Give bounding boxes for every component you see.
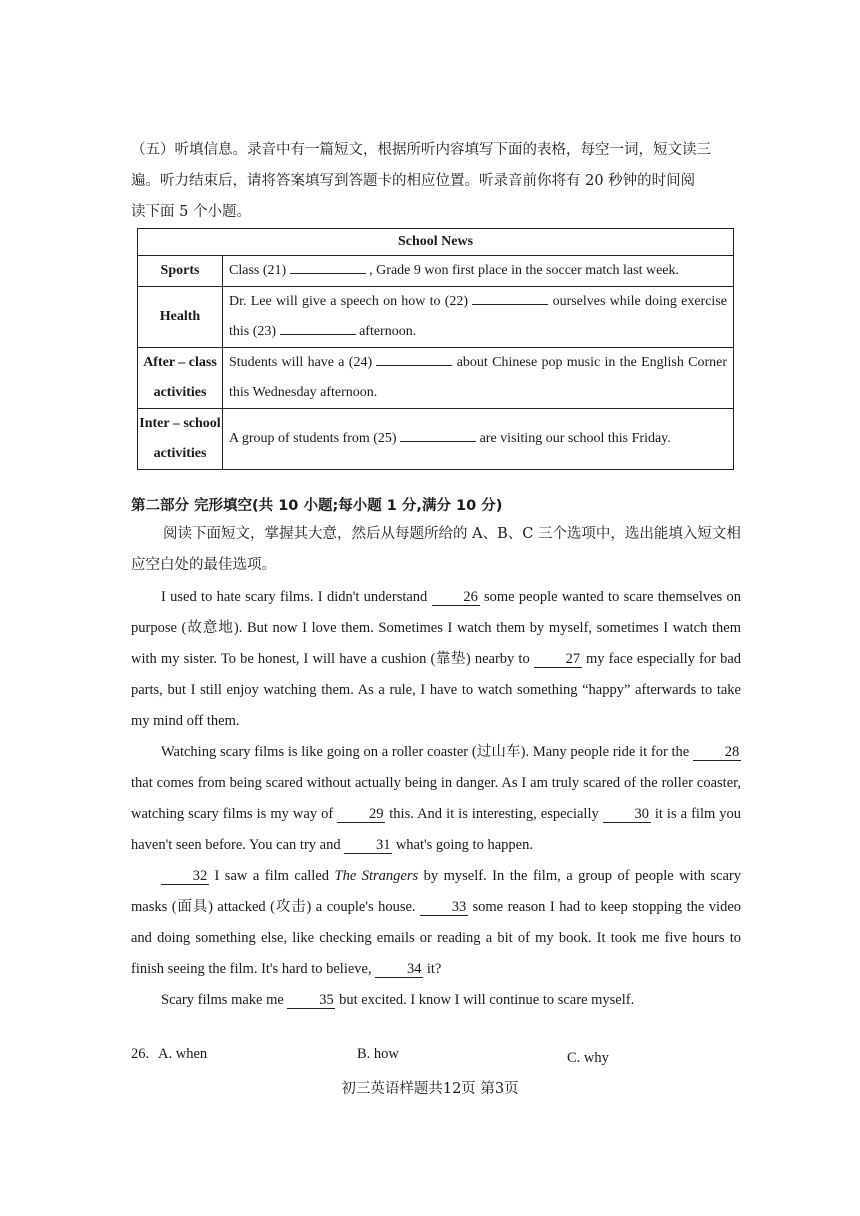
- text-segment: A group of students from (25): [229, 431, 397, 446]
- table-row: [138, 287, 734, 348]
- instruction-line: （五）听填信息。录音中有一篇短文，根据所听内容填写下面的表格，每空一词，短文读三: [131, 142, 711, 158]
- blank-28[interactable]: 28: [693, 744, 741, 761]
- paragraph: [131, 985, 741, 1016]
- table-header: School News: [138, 229, 734, 256]
- answer-blank-22[interactable]: [472, 290, 548, 305]
- text-segment: but excited. I know I will continue to scare myself.: [339, 992, 635, 1008]
- text-segment: I used to hate scary films. I didn't understand: [161, 589, 428, 605]
- instruction-line: 遍。听力结束后，请将答案填写到答题卡的相应位置。听录音前你将有 20 秒钟的时间阅: [131, 173, 696, 189]
- school-news-table: [137, 228, 734, 470]
- text-segment: what's going to happen.: [395, 837, 533, 853]
- text-segment: Students will have a (24): [229, 355, 373, 370]
- cloze-passage: [131, 582, 741, 1016]
- text-segment: , Grade 9 won first place in the soccer match last week.: [369, 263, 679, 278]
- answer-blank-23[interactable]: [280, 320, 356, 335]
- text-segment: Watching scary films is like going on a roller coaster (过山车). Many people ride it for the: [161, 744, 690, 760]
- answer-blank-21[interactable]: [290, 259, 366, 274]
- row-category: [138, 409, 223, 470]
- answer-blank-24[interactable]: [376, 351, 452, 366]
- blank-27[interactable]: 27: [534, 651, 582, 668]
- instruction-text: 阅读下面短文，掌握其大意，然后从每题所给的 A、B、C 三个选项中，选出能填入短文相应空白处的最佳选项。: [131, 526, 741, 573]
- blank-34[interactable]: 34: [375, 961, 423, 978]
- text-segment: Dr. Lee will give a speech on how to (22): [229, 294, 469, 309]
- listening-instructions: [131, 135, 743, 228]
- page-footer: 初三英语样题共12页 第3页: [341, 1081, 519, 1097]
- text-segment: by myself. In the film, a group of people with scary masks (面具) attacked (攻击) a couple's house.: [131, 868, 741, 915]
- paragraph: [131, 737, 741, 861]
- blank-32[interactable]: 32: [161, 868, 209, 885]
- text-segment: afternoon.: [359, 324, 417, 339]
- table-row: [138, 256, 734, 287]
- text-segment: some reason I had to keep stopping the video and doing something else, like checking emails or reading a bit of my book. It took me five hours to finish seeing the film. It's hard to believe,: [131, 899, 742, 977]
- category-line: After – class: [143, 355, 217, 370]
- blank-29[interactable]: 29: [337, 806, 385, 823]
- instruction-line: 读下面 5 个小题。: [131, 204, 251, 220]
- question-number: 26.: [131, 1046, 150, 1062]
- blank-33[interactable]: 33: [420, 899, 468, 916]
- option-c[interactable]: C. why: [567, 1050, 609, 1066]
- blank-30[interactable]: 30: [603, 806, 651, 823]
- table-row: [138, 409, 734, 470]
- text-segment: ourselves while doing exercise this (23): [229, 294, 727, 339]
- text-segment: some people wanted to scare themselves on purpose (故意地). But now I love them. Sometimes I watch them by myself, sometimes I watch them with my sister. To be honest, I will have a cushion (靠垫) nearby to: [131, 589, 742, 667]
- text-segment: that comes from being scared without actually being in danger. As I am truly scared of the roller coaster, watching scary films is my way of: [131, 775, 741, 822]
- answer-blank-25[interactable]: [400, 427, 476, 442]
- row-text: [223, 287, 734, 348]
- text-segment: about Chinese pop music in the English Corner this Wednesday afternoon.: [229, 355, 728, 400]
- text-segment: it?: [426, 961, 442, 977]
- paragraph: [131, 861, 741, 985]
- text-segment: I saw a film called: [214, 868, 330, 884]
- table-row: [138, 348, 734, 409]
- row-category: [138, 348, 223, 409]
- category-line: Inter – school: [139, 416, 221, 431]
- text-segment: it is a film you haven't seen before. You can try and: [131, 806, 742, 853]
- paragraph: [131, 582, 741, 737]
- text-segment: are visiting our school this Friday.: [479, 431, 671, 446]
- row-category: Health: [138, 287, 223, 348]
- blank-26[interactable]: 26: [432, 589, 480, 606]
- cloze-instructions: [131, 519, 743, 581]
- text-segment: my face especially for bad parts, but I still enjoy watching them. As a rule, I have to watch something “happy” afterwards to take my mind off them.: [131, 651, 742, 729]
- row-text: [223, 409, 734, 470]
- category-line: activities: [153, 385, 207, 400]
- row-category: Sports: [138, 256, 223, 287]
- text-segment: this. And it is interesting, especially: [389, 806, 599, 822]
- row-text: [223, 348, 734, 409]
- film-title: The Strangers: [334, 868, 419, 884]
- text-segment: Scary films make me: [161, 992, 284, 1008]
- text-segment: Class (21): [229, 263, 287, 278]
- blank-31[interactable]: 31: [344, 837, 392, 854]
- category-line: activities: [153, 446, 207, 461]
- row-text: [223, 256, 734, 287]
- section-title: 第二部分 完形填空(共 10 小题;每小题 1 分,满分 10 分): [131, 498, 503, 514]
- option-a[interactable]: A. when: [158, 1046, 208, 1062]
- option-b[interactable]: B. how: [357, 1046, 399, 1062]
- blank-35[interactable]: 35: [287, 992, 335, 1009]
